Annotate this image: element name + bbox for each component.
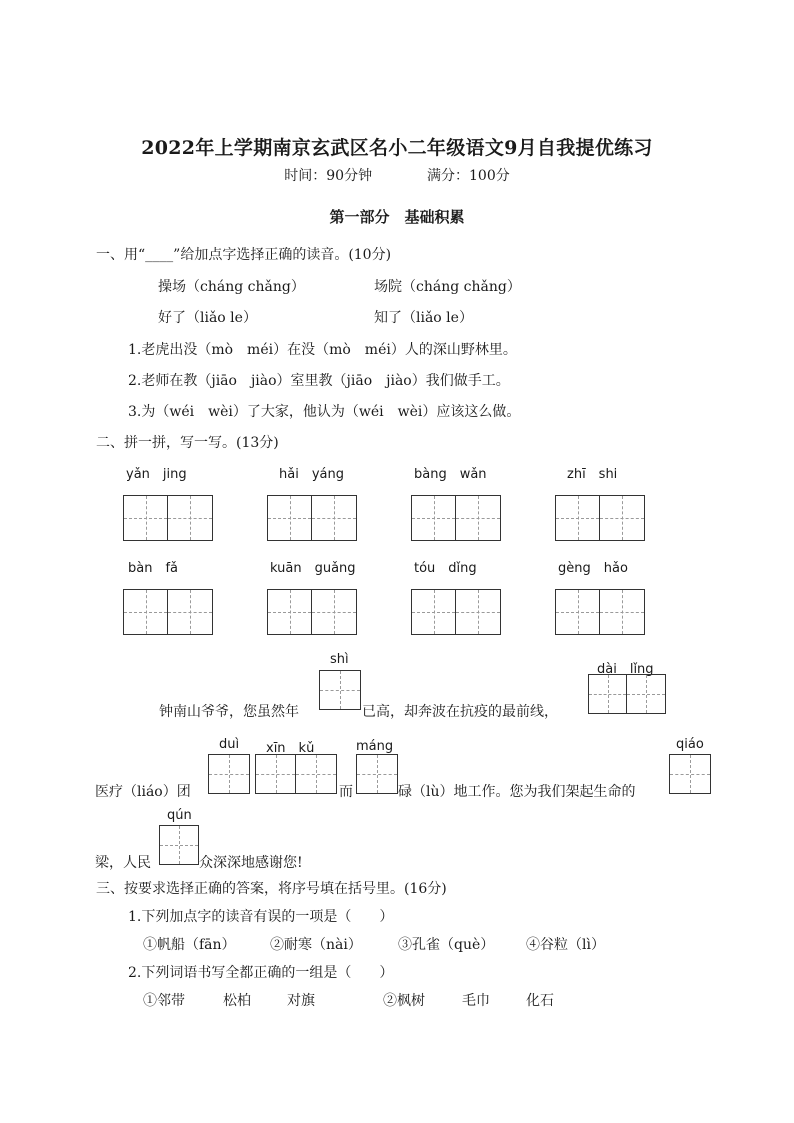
passage-text: 医疗（liáo）团 [95, 784, 191, 800]
pinyin-label: hǎi yáng [279, 467, 344, 482]
pinyin-label: bàng wǎn [414, 467, 487, 482]
full-score: 满分：100分 [427, 168, 510, 184]
q3-option: 松柏 [223, 993, 251, 1009]
writing-grid[interactable] [411, 495, 501, 541]
q3-option: ①帆船（fān） [143, 937, 236, 953]
writing-grid[interactable] [555, 495, 645, 541]
pinyin-label: yǎn jing [126, 467, 187, 482]
writing-grid[interactable] [669, 754, 711, 794]
q1-sentence-1: 1.老虎出没（mò méi）在没（mò méi）人的深山野林里。 [128, 342, 517, 358]
q3-option: 毛巾 [462, 993, 490, 1009]
writing-grid[interactable] [267, 495, 357, 541]
pinyin-label: zhī shi [567, 467, 618, 482]
writing-grid[interactable] [208, 754, 250, 794]
pinyin-label: dài lǐng [597, 662, 654, 677]
q2-heading: 二、拼一拼，写一写。(13分) [96, 435, 279, 451]
writing-grid[interactable] [267, 589, 357, 635]
q3-option: 化石 [526, 993, 554, 1009]
pinyin-label: duì [219, 737, 240, 752]
q1-heading: 一、用“____”给加点字选择正确的读音。(10分) [96, 247, 392, 263]
q3-sentence-1: 1.下列加点字的读音有误的一项是（ ） [128, 909, 394, 925]
exam-info [0, 165, 794, 185]
q3-option: ②枫树 [383, 993, 425, 1009]
pinyin-label: kuān guǎng [270, 561, 356, 576]
q1-sentence-2: 2.老师在教（jiāo jiào）室里教（jiāo jiào）我们做手工。 [128, 373, 510, 389]
writing-grid[interactable] [356, 754, 398, 794]
passage-text: 已高，却奔波在抗疫的最前线， [362, 704, 558, 720]
q3-option: ④谷粒（lì） [526, 937, 605, 953]
writing-grid[interactable] [123, 495, 213, 541]
q3-option: ③孔雀（què） [398, 937, 495, 953]
writing-grid[interactable] [555, 589, 645, 635]
pinyin-label: qiáo [676, 737, 704, 752]
time-limit: 时间：90分钟 [284, 168, 373, 184]
q3-sentence-2: 2.下列词语书写全都正确的一组是（ ） [128, 965, 394, 981]
part-one-heading: 第一部分 基础积累 [329, 208, 465, 226]
writing-grid[interactable] [159, 825, 199, 865]
q3-option: ②耐寒（nài） [270, 937, 362, 953]
q3-option: ①邻带 [143, 993, 185, 1009]
writing-grid[interactable] [255, 754, 337, 794]
passage-text: 梁，人民 [95, 855, 151, 871]
q1-sentence-3: 3.为（wéi wèi）了大家，他认为（wéi wèi）应该这么做。 [128, 404, 521, 420]
pinyin-label: shì [330, 652, 349, 667]
writing-grid[interactable] [411, 589, 501, 635]
pinyin-label: tóu dǐng [414, 561, 477, 576]
passage-text: 而 [339, 784, 353, 800]
writing-grid[interactable] [319, 670, 361, 710]
q3-heading: 三、按要求选择正确的答案，将序号填在括号里。(16分) [96, 881, 447, 897]
pinyin-label: qún [167, 808, 192, 823]
q1-item-3: 好了（liǎo le） [158, 310, 257, 326]
passage-text: 钟南山爷爷，您虽然年 [159, 704, 299, 720]
q1-item-4: 知了（liǎo le） [374, 310, 473, 326]
passage-text: 碌（lù）地工作。您为我们架起生命的 [398, 784, 636, 800]
q1-item-1: 操场（cháng chǎng） [158, 279, 305, 295]
passage-text: 众深深地感谢您! [199, 855, 303, 871]
writing-grid[interactable] [123, 589, 213, 635]
pinyin-label: xīn kǔ [266, 741, 315, 756]
pinyin-label: bàn fǎ [128, 561, 179, 576]
q3-option: 对旗 [287, 993, 315, 1009]
q1-item-2: 场院（cháng chǎng） [374, 279, 521, 295]
writing-grid[interactable] [588, 674, 666, 714]
pinyin-label: máng [356, 739, 394, 754]
page-title: 2022年上学期南京玄武区名小二年级语文9月自我提优练习 [141, 137, 653, 159]
pinyin-label: gèng hǎo [558, 561, 628, 576]
